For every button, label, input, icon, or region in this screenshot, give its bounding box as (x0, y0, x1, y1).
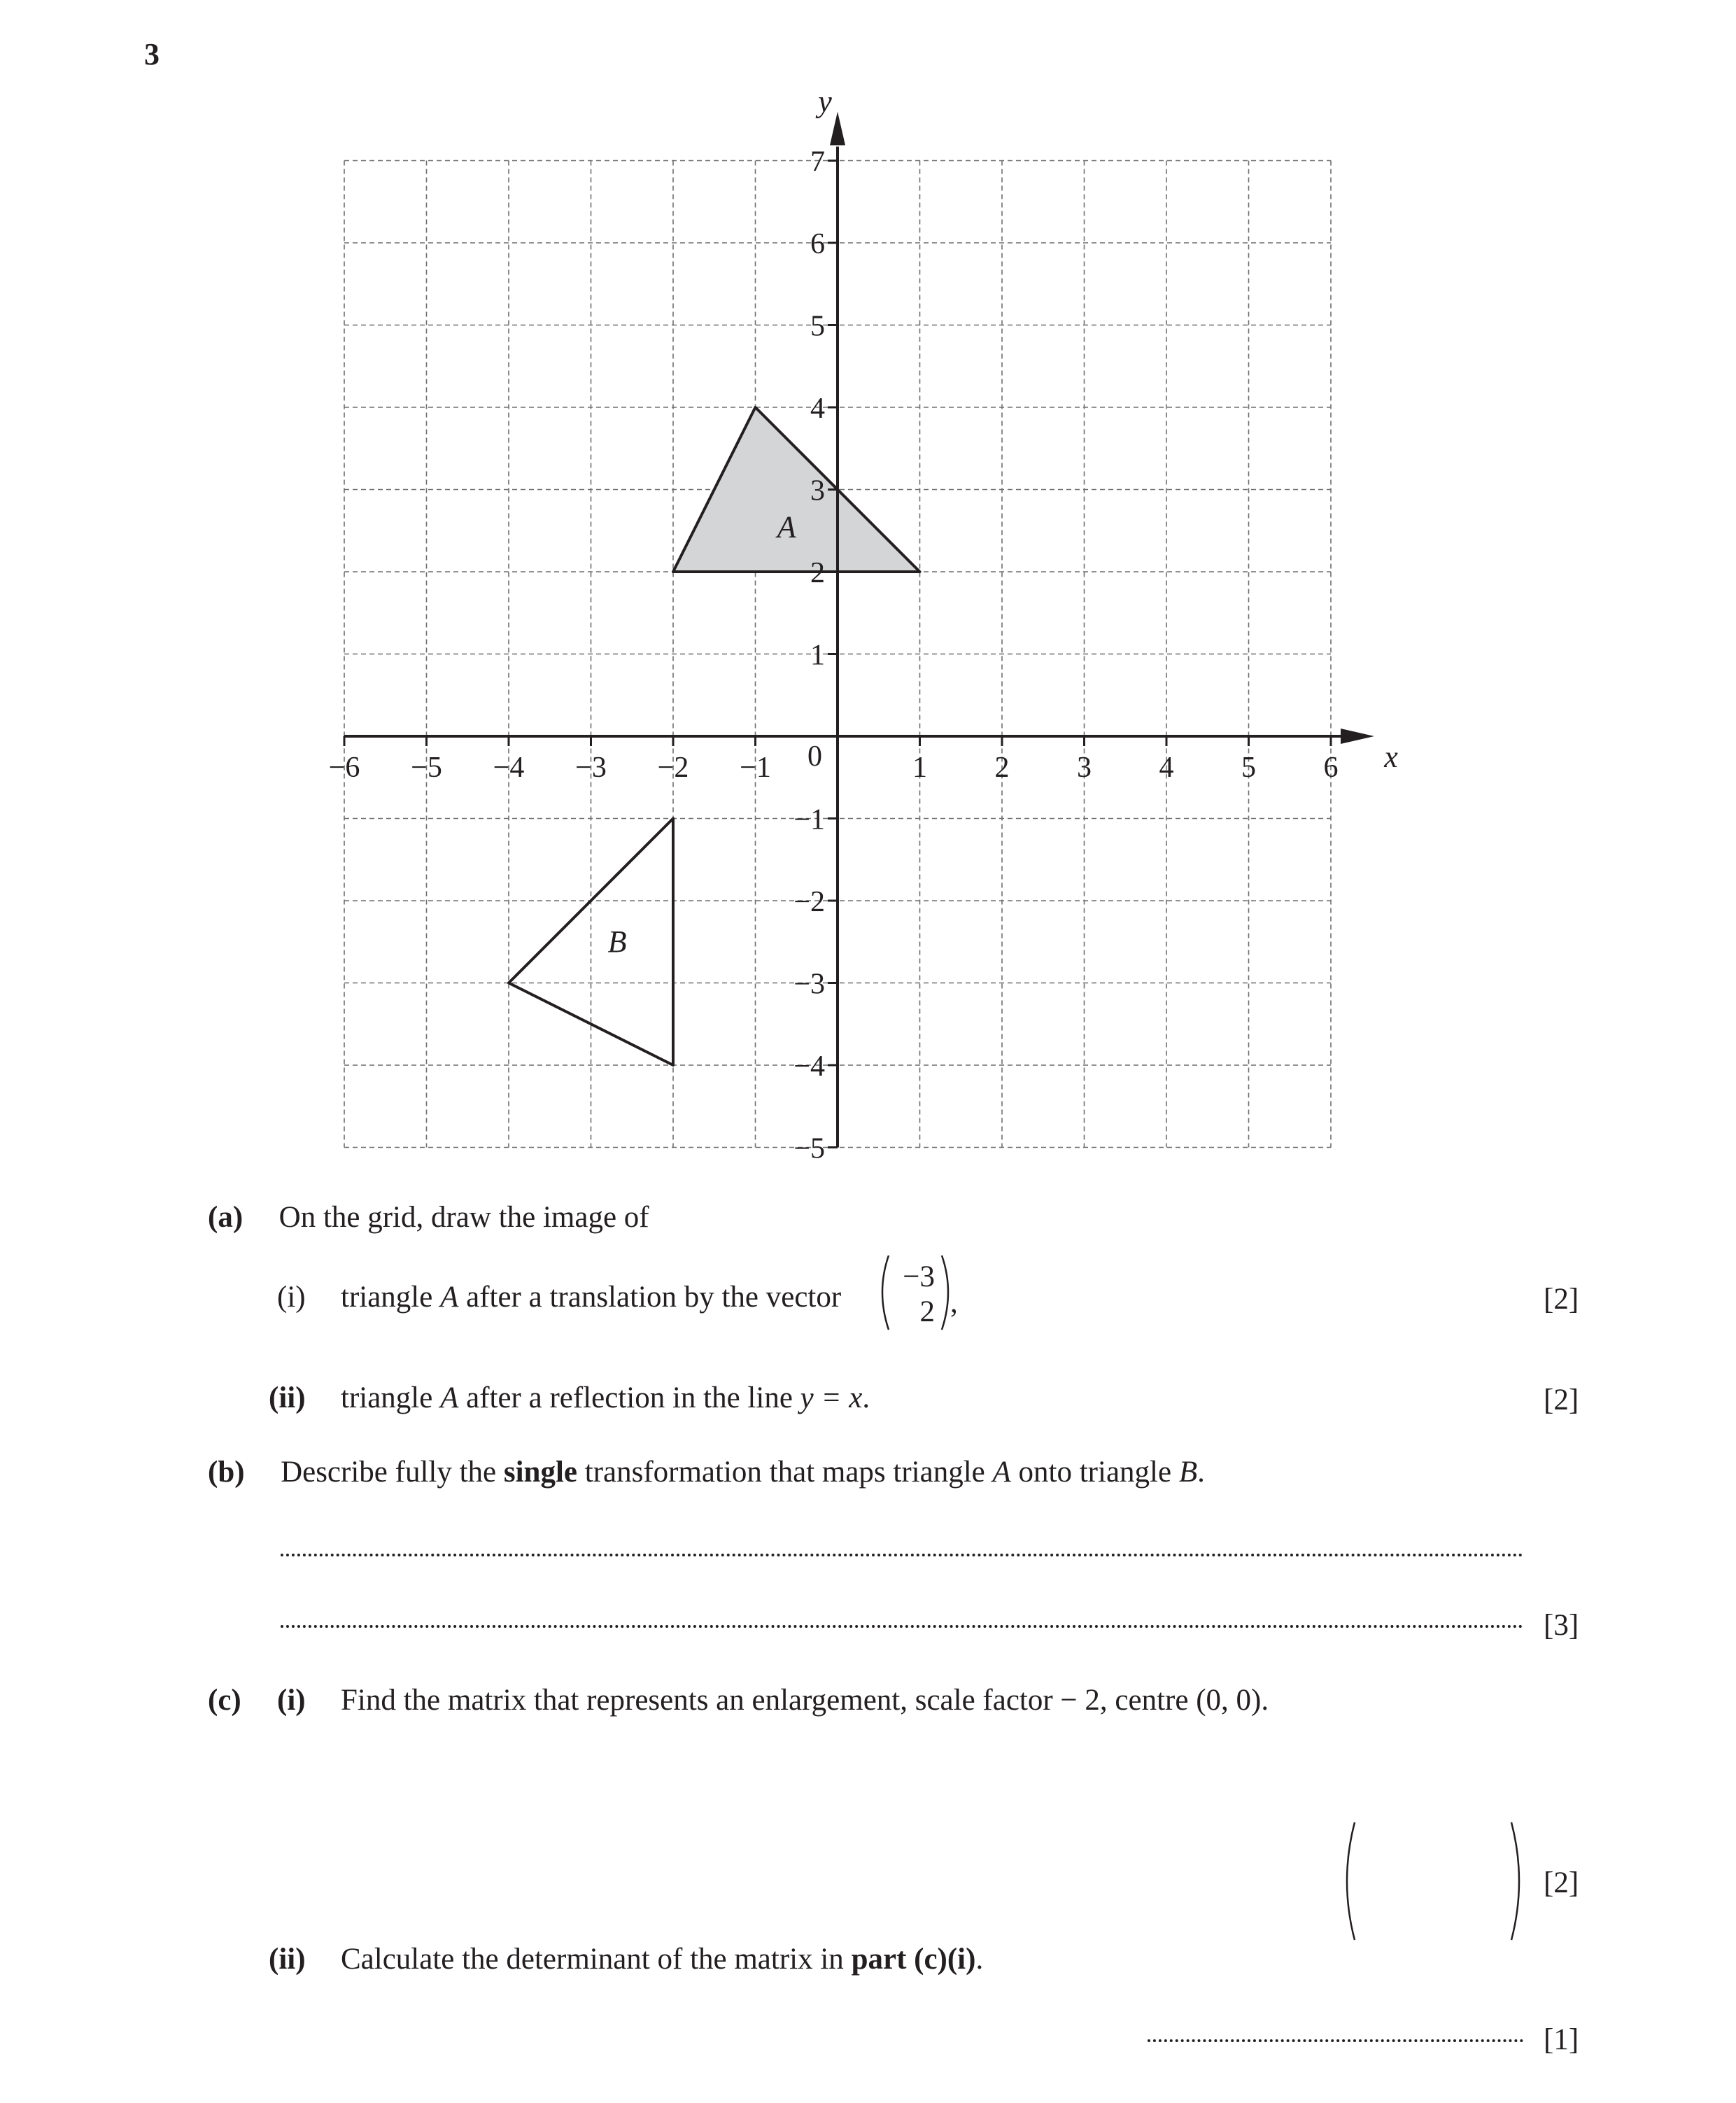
x-tick-label: 4 (1159, 752, 1174, 784)
x-axis-arrow-icon (1341, 729, 1374, 744)
y-tick-label: −3 (793, 968, 825, 1001)
y-axis-arrow-icon (830, 112, 845, 146)
vector-comma: , (950, 1286, 958, 1319)
part-a-ii-pre: triangle (341, 1381, 441, 1414)
x-tick-label: 6 (1323, 752, 1339, 784)
part-c-ii-mark: [1] (1544, 2023, 1579, 2056)
part-b-italic-b: B (1178, 1456, 1198, 1489)
part-a-i-italic: A (440, 1281, 459, 1314)
y-tick-label: 6 (810, 228, 825, 260)
part-a-ii-mark: [2] (1544, 1384, 1579, 1416)
part-b-mark: [3] (1544, 1609, 1579, 1642)
x-tick-label: −1 (740, 752, 771, 784)
part-a-i-label: (i) (277, 1281, 306, 1314)
vector-top: −3 (903, 1260, 935, 1293)
part-b-mid2: onto triangle (1010, 1456, 1179, 1489)
part-a-i-mark: [2] (1544, 1283, 1579, 1316)
y-tick-label: 5 (810, 310, 825, 343)
y-tick-label: −1 (793, 803, 825, 836)
part-a-ii-label: (ii) (269, 1381, 306, 1414)
answer-line-b-2[interactable] (281, 1625, 1523, 1628)
part-a-ii-equation: y = x (800, 1381, 863, 1414)
part-c-ii-post: . (975, 1943, 984, 1976)
y-tick-label: 3 (810, 474, 825, 507)
part-c-ii-pre: Calculate the determinant of the matrix in (341, 1943, 852, 1976)
matrix-answer[interactable] (1335, 1820, 1531, 1946)
part-b-label: (b) (208, 1456, 245, 1489)
y-tick-label: 4 (810, 393, 825, 425)
part-c-label: (c) (208, 1684, 241, 1717)
x-axis-label: x (1384, 740, 1398, 774)
x-tick-label: −6 (328, 752, 360, 784)
translation-vector (873, 1251, 957, 1335)
part-c-ii-label: (ii) (269, 1943, 306, 1976)
part-a-ii-italic: A (440, 1381, 459, 1414)
part-c-i-label: (i) (277, 1684, 306, 1717)
question-number: 3 (144, 37, 160, 71)
part-b-question (208, 1457, 1205, 1487)
left-bracket-icon (1347, 1822, 1355, 1940)
x-tick-label: 2 (994, 752, 1010, 784)
axes (344, 112, 1374, 1148)
part-b-bold: single (503, 1456, 578, 1489)
x-tick-label: 3 (1077, 752, 1092, 784)
part-a-label: (a) (208, 1201, 244, 1234)
y-tick-label: 7 (810, 146, 825, 178)
part-a-i-pre: triangle (341, 1281, 441, 1314)
part-b-post: . (1197, 1456, 1205, 1489)
y-tick-label: 1 (810, 639, 825, 672)
x-tick-label: −3 (575, 752, 607, 784)
part-a-i-post: after a translation by the vector (458, 1281, 842, 1314)
part-a-text: On the grid, draw the image of (278, 1201, 649, 1234)
y-tick-label: −2 (793, 886, 825, 918)
part-a-i-text (341, 1282, 841, 1312)
y-axis-label: y (818, 84, 832, 119)
y-tick-label: −5 (793, 1132, 825, 1165)
tick-labels (329, 85, 1399, 1165)
triangle-b-label: B (607, 924, 627, 959)
answer-line-c-ii[interactable] (1148, 2039, 1523, 2042)
x-tick-label: −4 (493, 752, 525, 784)
y-tick-label: 2 (810, 557, 825, 589)
right-bracket-icon (1511, 1822, 1519, 1940)
origin-label: 0 (807, 740, 822, 773)
y-tick-label: −4 (793, 1050, 825, 1083)
part-b-pre: Describe fully the (281, 1456, 504, 1489)
part-b-mid: transformation that maps triangle (577, 1456, 993, 1489)
x-tick-label: −2 (657, 752, 689, 784)
part-c-ii-bold: part (c)(i) (851, 1943, 976, 1976)
x-tick-label: −5 (411, 752, 442, 784)
part-a-heading (208, 1202, 649, 1232)
part-c-i-mark: [2] (1544, 1866, 1579, 1899)
part-c-i-text: Find the matrix that represents an enlargement, scale factor − 2, centre (0, 0). (341, 1684, 1269, 1717)
answer-line-b-1[interactable] (281, 1554, 1523, 1556)
triangle-a-label: A (777, 509, 796, 544)
part-c-ii-text (341, 1944, 983, 1974)
part-a-ii-mid: after a reflection in the line (458, 1381, 800, 1414)
part-a-ii-post: . (862, 1381, 870, 1414)
part-a-ii-text (341, 1383, 870, 1413)
x-tick-label: 1 (912, 752, 927, 784)
vector-bottom: 2 (919, 1295, 935, 1328)
x-tick-label: 5 (1241, 752, 1256, 784)
part-b-italic-a: A (992, 1456, 1011, 1489)
